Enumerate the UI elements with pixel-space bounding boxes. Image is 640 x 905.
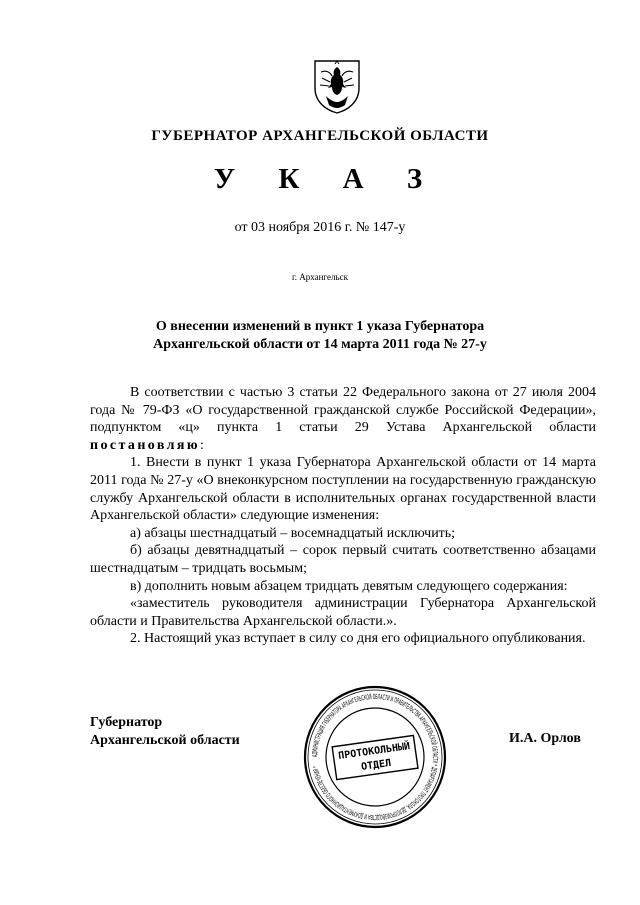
- preamble-colon: :: [199, 437, 204, 453]
- resolve-word: постановляю: [90, 437, 200, 453]
- document-type: У К А З: [213, 163, 441, 195]
- document-place: г. Архангельск: [292, 272, 348, 282]
- signatory-title: [90, 714, 240, 750]
- signatory-title-line-1: Губернатор: [90, 715, 163, 730]
- document-subject: [92, 318, 548, 354]
- paragraph-item-1: 1. Внести в пункт 1 указа Губернатора Архангельской области от 14 марта 2011 года № 27-у «О внеконкурсном поступлении на государственную гражданскую службу Архангельской области в исполнительных органах государственной власти Архангельской области» следующие изменения:: [90, 455, 596, 524]
- paragraph-preamble: [90, 384, 596, 454]
- paragraph-subitem-a: а) абзацы шестнадцатый – восемнадцатый исключить;: [130, 525, 456, 541]
- paragraph-subitem-b: б) абзацы девятнадцатый – сорок первый считать соответственно абзацами шестнадцатым – тридцать восьмым;: [90, 543, 596, 576]
- stamp-inner-line-1: ПРОТОКОЛЬНЫЙ: [337, 741, 411, 763]
- stamp-outer-text: АДМИНИСТРАЦИЯ ГУБЕРНАТОРА АРХАНГЕЛЬСКОЙ ОБЛАСТИ И ПРАВИТЕЛЬСТВА АРХАНГЕЛЬСКОЙ ОБЛАСТИ * ДЕПАРТАМЕНТ ПРОТОКОЛА, ДЕЛОПРОИЗВОДСТВА И ДОКУМЕНТАЦИОННОГО ОБЕСПЕЧЕНИЯ *: [310, 692, 440, 822]
- subject-line-2: Архангельской области от 14 марта 2011 года № 27-у: [153, 337, 487, 352]
- coat-of-arms-icon: [312, 58, 362, 114]
- paragraph-new-text: «заместитель руководителя администрации Губернатора Архангельской области и Правительства Архангельской области.».: [90, 596, 596, 629]
- signatory-name: И.А. Орлов: [509, 731, 581, 746]
- signatory-title-line-2: Архангельской области: [90, 733, 240, 748]
- issuing-authority: ГУБЕРНАТОР АРХАНГЕЛЬСКОЙ ОБЛАСТИ: [151, 128, 489, 144]
- stamp-inner-line-2: ОТДЕЛ: [360, 757, 392, 773]
- document-body: [90, 384, 596, 648]
- official-stamp: [302, 684, 448, 830]
- paragraph-item-2: 2. Настоящий указ вступает в силу со дня его официального опубликования.: [130, 631, 586, 647]
- paragraph-subitem-v: в) дополнить новым абзацем тридцать девятым следующего содержания:: [130, 578, 568, 594]
- preamble-text: В соответствии с частью 3 статьи 22 Федерального закона от 27 июля 2004 года № 79-ФЗ «О государственной гражданской службе Российской Федерации», подпунктом «ц» пункта 1 статьи 29 Устава Архангельской области: [90, 385, 596, 436]
- document-date-number: от 03 ноября 2016 г. № 147-у: [234, 220, 406, 235]
- subject-line-1: О внесении изменений в пункт 1 указа Губернатора: [155, 319, 485, 334]
